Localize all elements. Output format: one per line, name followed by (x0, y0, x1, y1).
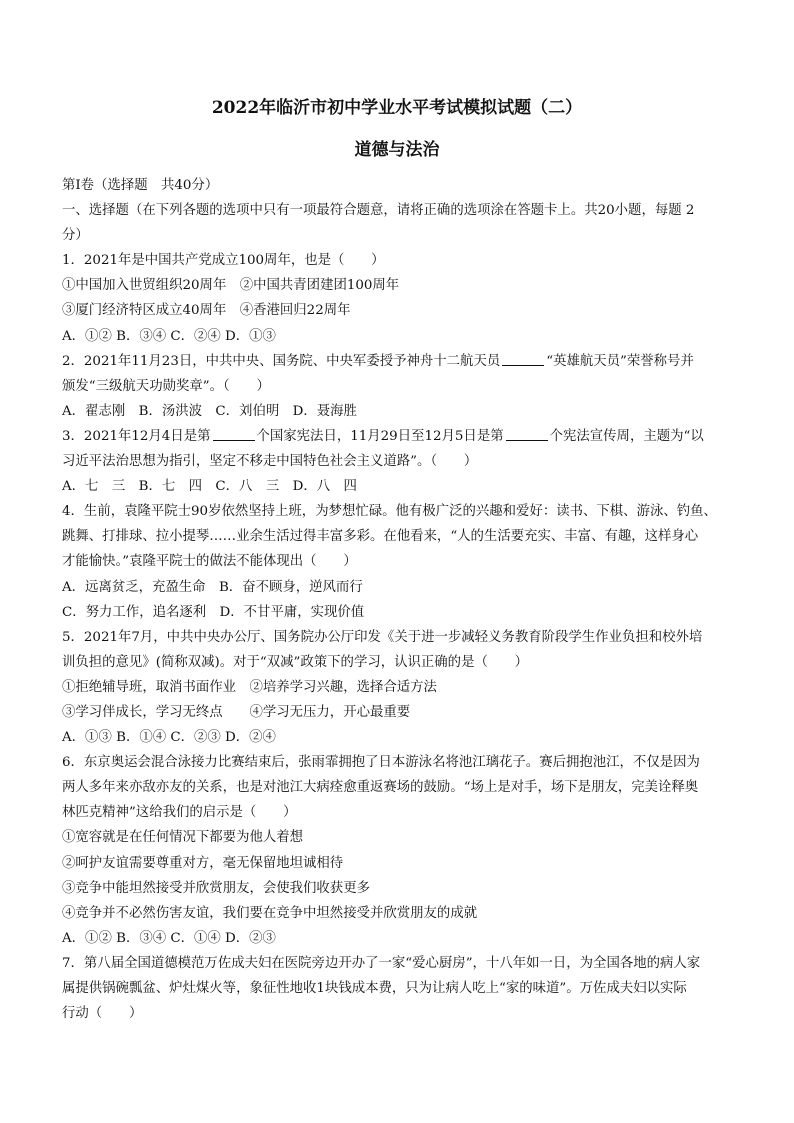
question-2-answers: A．翟志刚 B．汤洪波 C．刘伯明 D．聂海胜 (62, 403, 357, 419)
question-5-options-a: ①拒绝辅导班，取消书面作业 ②培养学习兴趣，选择合适方法 (62, 679, 437, 695)
question-3-stem-1 (62, 424, 732, 449)
question-5-answers: A．①③ B．①④ C．②③ D．②④ (62, 730, 276, 746)
question-2-stem-2: 颁发“三级航天功勋奖章”。（ ） (62, 378, 270, 394)
question-1-stem: 1．2021年是中国共产党成立100周年，也是（ ） (62, 253, 385, 269)
question-1-options-b: ③厦门经济特区成立40周年 ④香港回归22周年 (62, 303, 351, 319)
answer-blank (502, 351, 544, 366)
question-6-stem-2: 两人多年来亦敌亦友的关系，也是对池江大病痊愈重返赛场的鼓励。“场上是对手，场下是朋友，完美诠释奥 (62, 780, 699, 796)
question-5-stem-2: 训负担的意见》(简称双减)。对于“双减”政策下的学习，认识正确的是（ ） (62, 654, 529, 670)
question-7-stem-1: 7．第八届全国道德模范万佐成夫妇在医院旁边开办了一家“爱心厨房”，十八年如一日，为全国各地的病人家 (62, 955, 701, 971)
question-1-answers: A．①② B．③④ C．②④ D．①③ (62, 328, 276, 344)
question-7-stem-2: 属提供锅碗瓢盆、炉灶煤火等，象征性地收1块钱成本费，只为让病人吃上“家的味道”。万佐成夫妇以实际 (62, 981, 687, 996)
answer-blank (506, 426, 548, 441)
question-2-stem-1a: 2．2021年11月23日，中共中央、国务院、中央军委授予神舟十二航天员 (62, 353, 501, 369)
question-3-stem-2: 习近平法治思想为指引，坚定不移走中国特色社会主义道路”。（ ） (62, 454, 478, 470)
question-6-option-1: ①宽容就是在任何情况下都要为他人着想 (62, 830, 304, 846)
question-4-stem-1: 4．生前，袁隆平院士90岁依然坚持上班，为梦想忙碌。他有极广泛的兴趣和爱好：读书、下棋、游泳、钓鱼、 (62, 504, 717, 520)
question-3-stem-1b: 个国家宪法日，11月29日至12月5日是第 (256, 428, 504, 444)
question-4-stem-2: 跳舞、打排球、拉小提琴……业余生活过得丰富多彩。在他看来，“人的生活要充实、丰富、有趣，这样身心 (62, 529, 699, 545)
question-6-option-2: ②呵护友谊需要尊重对方，毫无保留地坦诚相待 (62, 855, 344, 871)
question-7-stem-3: 行动（ ） (62, 1006, 143, 1022)
instruction-line-1: 一、选择题（在下列各题的选项中只有一项最符合题意，请将正确的选项涂在答题卡上。共20小题，每题 2 (62, 203, 695, 219)
exam-title: 2022年临沂市初中学业水平考试模拟试题（二） (211, 98, 583, 118)
question-4-answers-1: A．远离贫乏，充盈生命 B．奋不顾身，逆风而行 (62, 579, 363, 595)
part-label: 第Ⅰ卷（选择题 共40分） (62, 178, 219, 193)
question-6-option-4: ④竞争并不必然伤害友谊，我们要在竞争中坦然接受并欣赏朋友的成就 (62, 905, 478, 921)
question-5-stem-1: 5．2021年7月，中共中央办公厅、国务院办公厅印发《关于进一步减轻义务教育阶段学生作业负担和校外培 (62, 629, 703, 645)
question-4-stem-3: 才能愉快。”袁隆平院士的做法不能体现出（ ） (62, 554, 357, 570)
question-3-answers: A．七 三 B．七 四 C．八 三 D．八 四 (62, 479, 357, 495)
subject-title: 道德与法治 (354, 140, 440, 160)
question-2-stem-1 (62, 349, 732, 374)
question-2-stem-1b: “英雄航天员”荣誉称号并 (546, 353, 694, 369)
question-6-stem-3: 林匹克精神”这给我们的启示是（ ） (62, 805, 297, 821)
question-3-stem-1c: 个宪法宣传周，主题为“以 (549, 428, 704, 444)
question-1-options-a: ①中国加入世贸组织20周年 ②中国共青团建团100周年 (62, 278, 400, 294)
question-4-answers-2: C．努力工作，追名逐利 D．不甘平庸，实现价值 (62, 604, 365, 620)
question-5-options-b: ③学习伴成长，学习无终点 ④学习无压力，开心最重要 (62, 704, 411, 720)
question-6-answers: A．①② B．③④ C．①④ D．②③ (62, 930, 276, 946)
question-3-stem-1a: 3．2021年12月4日是第 (62, 428, 211, 444)
question-6-stem-1: 6．东京奥运会混合泳接力比赛结束后，张雨霏拥抱了日本游泳名将池江璃花子。赛后拥抱池江，不仅是因为 (62, 755, 700, 771)
instruction-line-2: 分） (62, 228, 89, 244)
question-6-option-3: ③竞争中能坦然接受并欣赏朋友，会使我们收获更多 (62, 880, 370, 896)
answer-blank (213, 426, 255, 441)
